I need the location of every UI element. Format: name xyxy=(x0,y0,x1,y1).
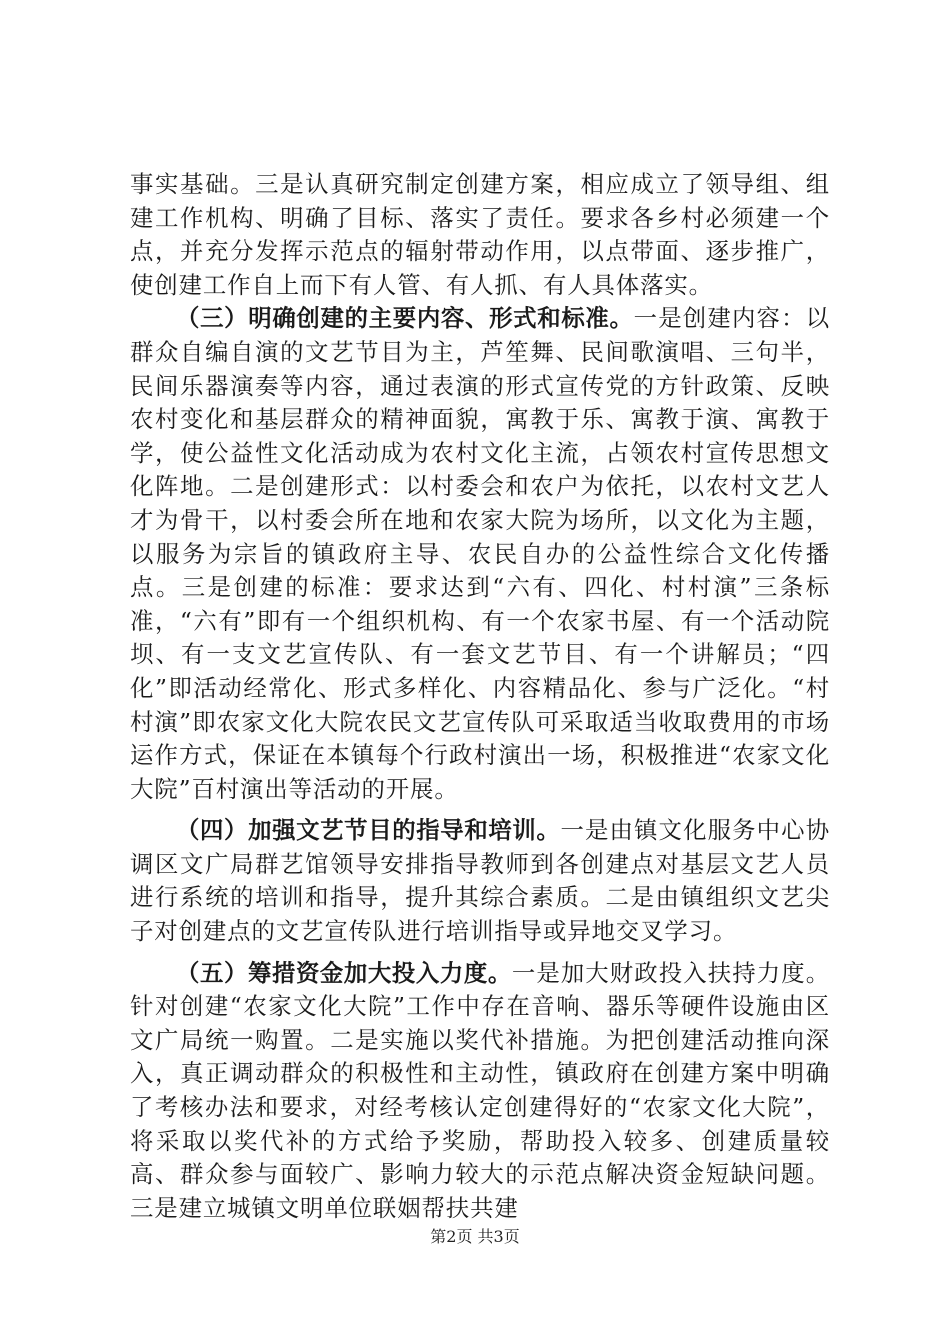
paragraph-section-4 xyxy=(130,814,830,948)
paragraph-text: 一是创建内容：以群众自编自演的文艺节目为主，芦笙舞、民间歌演唱、三句半，民间乐器演奏等内容，通过表演的形式宣传党的方针政策、反映农村变化和基层群众的精神面貌，寓教于乐、寓教于演、寓教于学，使公益性文化活动成为农村文化主流，占领农村宣传思想文化阵地。二是创建形式：以村委会和农户为依托，以农村文艺人才为骨干，以村委会所在地和农家大院为场所，以文化为主题，以服务为宗旨的镇政府主导、农民自办的公益性综合文化传播点。三是创建的标准：要求达到“六有、四化、村村演”三条标准，“六有”即有一个组织机构、有一个农家书屋、有一个活动院坝、有一支文艺宣传队、有一套文艺节目、有一个讲解员；“四化”即活动经常化、形式多样化、内容精品化、参与广泛化。“村村演”即农家文化大院农民文艺宣传队可采取适当收取费用的市场运作方式，保证在本镇每个行政村演出一场，积极推进“农家文化大院”百村演出等活动的开展。 xyxy=(130,304,830,803)
paragraph-text: 一是加大财政投入扶持力度。针对创建“农家文化大院”工作中存在音响、器乐等硬件设施由区文广局统一购置。二是实施以奖代补措施。为把创建活动推向深入，真正调动群众的积极性和主动性，镇政府在创建方案中明确了考核办法和要求，对经考核认定创建得好的“农家文化大院”，将采取以奖代补的方式给予奖励，帮助投入较多、创建质量较高、群众参与面较广、影响力较大的示范点解决资金短缺问题。三是建立城镇文明单位联姻帮扶共建 xyxy=(130,958,830,1222)
section-heading: （三）明确创建的主要内容、形式和标准。 xyxy=(176,304,634,333)
page-number: 第2页 共3页 xyxy=(430,1227,520,1246)
section-heading: （五）筹措资金加大投入力度。 xyxy=(176,958,512,987)
paragraph-continuation xyxy=(130,168,830,302)
document-body xyxy=(130,168,830,1225)
section-heading: （四）加强文艺节目的指导和培训。 xyxy=(176,816,561,845)
paragraph-text: 一是由镇文化服务中心协调区文广局群艺馆领导安排指导教师到各创建点对基层文艺人员进行系统的培训和指导，提升其综合素质。二是由镇组织文艺尖子对创建点的文艺宣传队进行培训指导或异地交叉学习。 xyxy=(130,816,830,946)
paragraph-text: 事实基础。三是认真研究制定创建方案，相应成立了领导组、组建工作机构、明确了目标、落实了责任。要求各乡村必须建一个点，并充分发挥示范点的辐射带动作用，以点带面、逐步推广，使创建工作自上而下有人管、有人抓、有人具体落实。 xyxy=(130,170,830,299)
paragraph-section-3 xyxy=(130,302,830,806)
page-footer xyxy=(0,1227,950,1247)
paragraph-section-5 xyxy=(130,957,830,1226)
